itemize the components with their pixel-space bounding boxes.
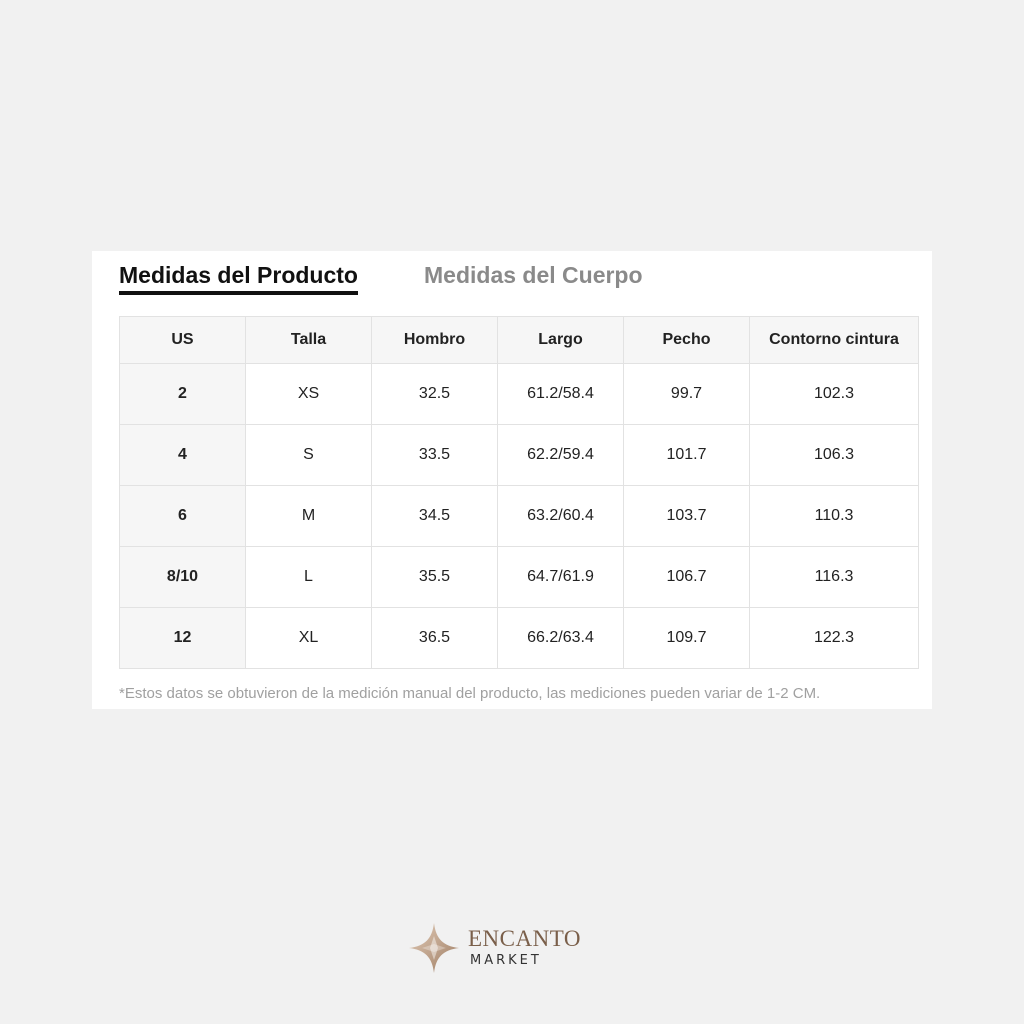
- cell-pecho: 109.7: [624, 608, 750, 669]
- cell-us: 2: [120, 364, 246, 425]
- table-row: [120, 486, 919, 547]
- size-table: [119, 316, 919, 669]
- cell-pecho: 106.7: [624, 547, 750, 608]
- cell-hombro: 35.5: [372, 547, 498, 608]
- header-talla: Talla: [246, 317, 372, 364]
- brand-name: ENCANTO: [468, 926, 581, 951]
- table-row: [120, 608, 919, 669]
- cell-pecho: 99.7: [624, 364, 750, 425]
- cell-contorno-cintura: 102.3: [750, 364, 919, 425]
- size-chart-card: [92, 251, 932, 709]
- cell-talla: L: [246, 547, 372, 608]
- cell-us: 8/10: [120, 547, 246, 608]
- cell-hombro: 33.5: [372, 425, 498, 486]
- cell-us: 4: [120, 425, 246, 486]
- cell-talla: M: [246, 486, 372, 547]
- cell-hombro: 36.5: [372, 608, 498, 669]
- cell-pecho: 103.7: [624, 486, 750, 547]
- cell-largo: 64.7/61.9: [498, 547, 624, 608]
- cell-largo: 63.2/60.4: [498, 486, 624, 547]
- header-pecho: Pecho: [624, 317, 750, 364]
- cell-talla: XS: [246, 364, 372, 425]
- cell-contorno-cintura: 122.3: [750, 608, 919, 669]
- tab-product-measurements[interactable]: Medidas del Producto: [119, 262, 358, 288]
- header-largo: Largo: [498, 317, 624, 364]
- cell-contorno-cintura: 106.3: [750, 425, 919, 486]
- table-row: [120, 425, 919, 486]
- cell-us: 6: [120, 486, 246, 547]
- brand-subtitle: MARKET: [470, 953, 542, 968]
- cell-largo: 66.2/63.4: [498, 608, 624, 669]
- header-us: US: [120, 317, 246, 364]
- cell-largo: 62.2/59.4: [498, 425, 624, 486]
- cell-pecho: 101.7: [624, 425, 750, 486]
- measurement-disclaimer: *Estos datos se obtuvieron de la medición manual del producto, las mediciones pueden variar de 1-2 CM.: [119, 685, 821, 702]
- header-contorno-cintura: Contorno cintura: [750, 317, 919, 364]
- table-header-row: [120, 317, 919, 364]
- table-row: [120, 547, 919, 608]
- header-hombro: Hombro: [372, 317, 498, 364]
- cell-talla: S: [246, 425, 372, 486]
- cell-us: 12: [120, 608, 246, 669]
- cell-talla: XL: [246, 608, 372, 669]
- four-point-star-logo-icon: [408, 922, 460, 974]
- cell-hombro: 32.5: [372, 364, 498, 425]
- tab-body-measurements[interactable]: Medidas del Cuerpo: [424, 262, 643, 288]
- cell-largo: 61.2/58.4: [498, 364, 624, 425]
- brand-logo: [408, 922, 608, 978]
- cell-hombro: 34.5: [372, 486, 498, 547]
- cell-contorno-cintura: 116.3: [750, 547, 919, 608]
- cell-contorno-cintura: 110.3: [750, 486, 919, 547]
- table-row: [120, 364, 919, 425]
